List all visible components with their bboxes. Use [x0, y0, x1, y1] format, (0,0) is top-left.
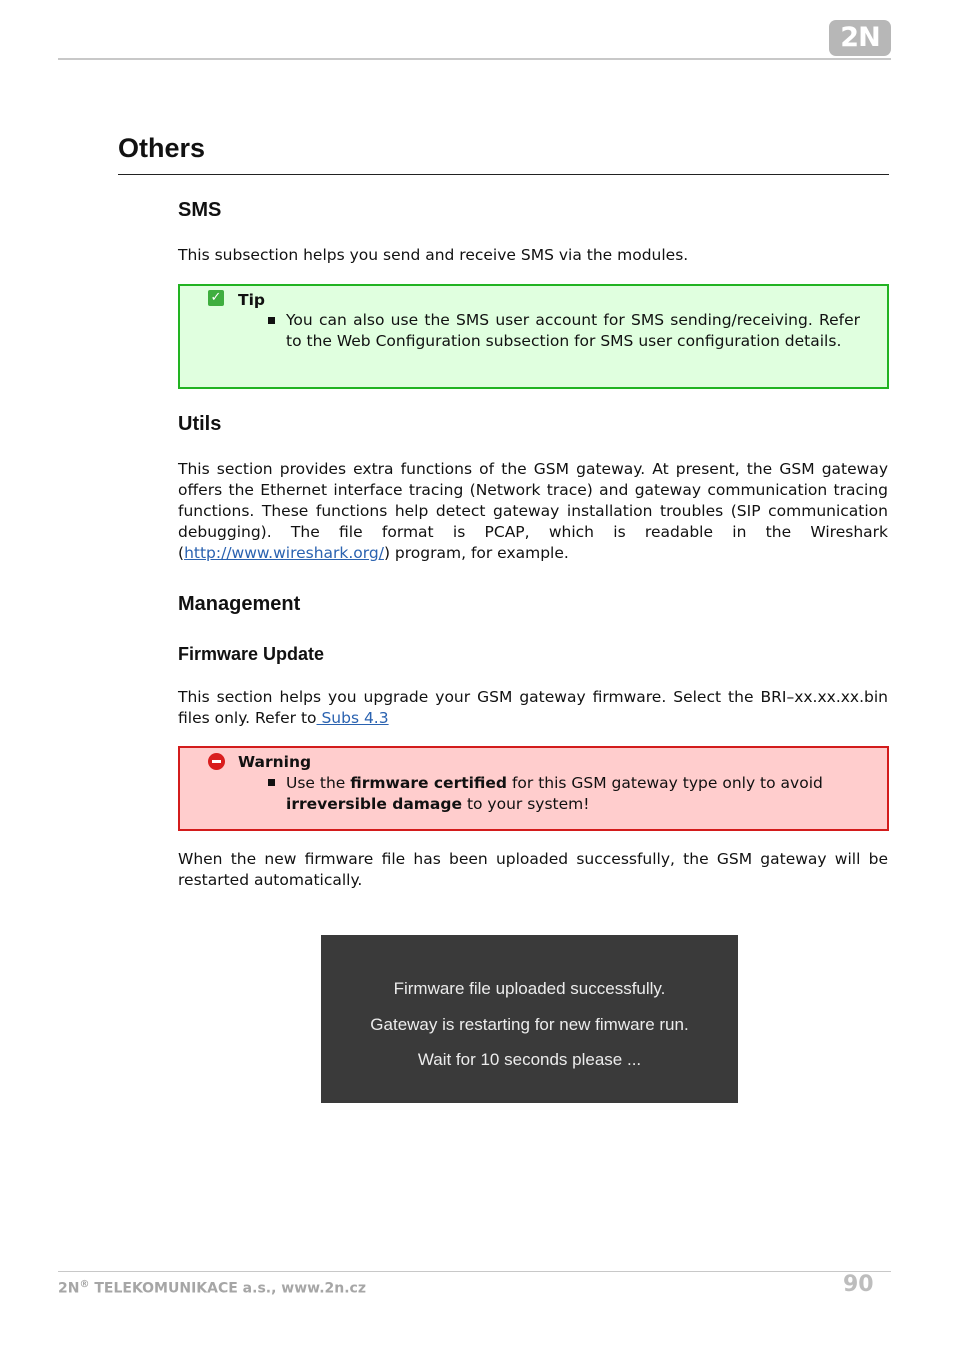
firmware-upload-screenshot: [321, 935, 738, 1103]
stop-icon: [208, 753, 225, 770]
tip-title: Tip: [238, 291, 265, 309]
header-divider: [58, 58, 891, 60]
firmware-text-body: This section helps you upgrade your GSM gateway firmware. Select the BRI–xx.xx.xx.bin files only. Refer to: [178, 688, 888, 727]
footer-divider: [58, 1271, 891, 1272]
tip-box: [178, 284, 889, 389]
warning-text-1: Use the: [286, 774, 351, 792]
utils-text: [178, 459, 888, 564]
subs-link[interactable]: Subs 4.3: [316, 709, 389, 727]
sms-intro: This subsection helps you send and receive SMS via the modules.: [178, 246, 689, 264]
firmware-text: [178, 687, 888, 729]
bullet-icon: [268, 779, 275, 786]
page-title: Others: [118, 133, 206, 163]
sms-heading: SMS: [178, 199, 222, 221]
warning-text-3: to your system!: [462, 795, 590, 813]
firmware-after-text: When the new firmware file has been uploaded successfully, the GSM gateway will be restarted automatically.: [178, 850, 888, 889]
page-number: 90: [843, 1272, 874, 1297]
company-logo: 2N: [829, 20, 891, 56]
footer-brand: 2N: [58, 1280, 80, 1297]
checkmark-icon: ✓: [208, 290, 224, 306]
warning-box: [178, 746, 889, 831]
warning-bold-1: firmware certified: [350, 774, 508, 792]
warning-bold-2: irreversible damage: [286, 795, 463, 813]
firmware-update-heading: Firmware Update: [178, 644, 325, 664]
utils-heading: Utils: [178, 413, 222, 435]
warning-title: Warning: [238, 753, 312, 771]
title-underline: [118, 174, 889, 175]
screenshot-line-2: Gateway is restarting for new fimware run.: [370, 1015, 689, 1034]
management-heading: Management: [178, 593, 301, 615]
warning-text: [286, 773, 876, 815]
footer-company: [58, 1279, 366, 1297]
tip-text: You can also use the SMS user account for SMS sending/receiving. Refer to the Web Configuration subsection for SMS user configuration details.: [286, 311, 860, 350]
utils-text-part-2: ) program, for example.: [383, 544, 569, 562]
footer-company-text: TELEKOMUNIKACE a.s., www.2n.cz: [89, 1280, 366, 1297]
screenshot-line-3: Wait for 10 seconds please ...: [417, 1050, 642, 1069]
bullet-icon: [268, 317, 275, 324]
utils-text-part-1: This section provides extra functions of the GSM gateway. At present, the GSM gateway offers the Ethernet interface tracing (Network trace) and gateway communication tracing functions. These functions help detect gateway installation troubles (SIP communication debugging). The file format is PCAP, which is readable in the Wireshark (: [178, 460, 888, 562]
registered-mark: ®: [79, 1279, 90, 1290]
wireshark-link[interactable]: http://www.wireshark.org/: [184, 544, 384, 562]
screenshot-line-1: Firmware file uploaded successfully.: [393, 979, 666, 998]
warning-text-2: for this GSM gateway type only to avoid: [507, 774, 823, 792]
